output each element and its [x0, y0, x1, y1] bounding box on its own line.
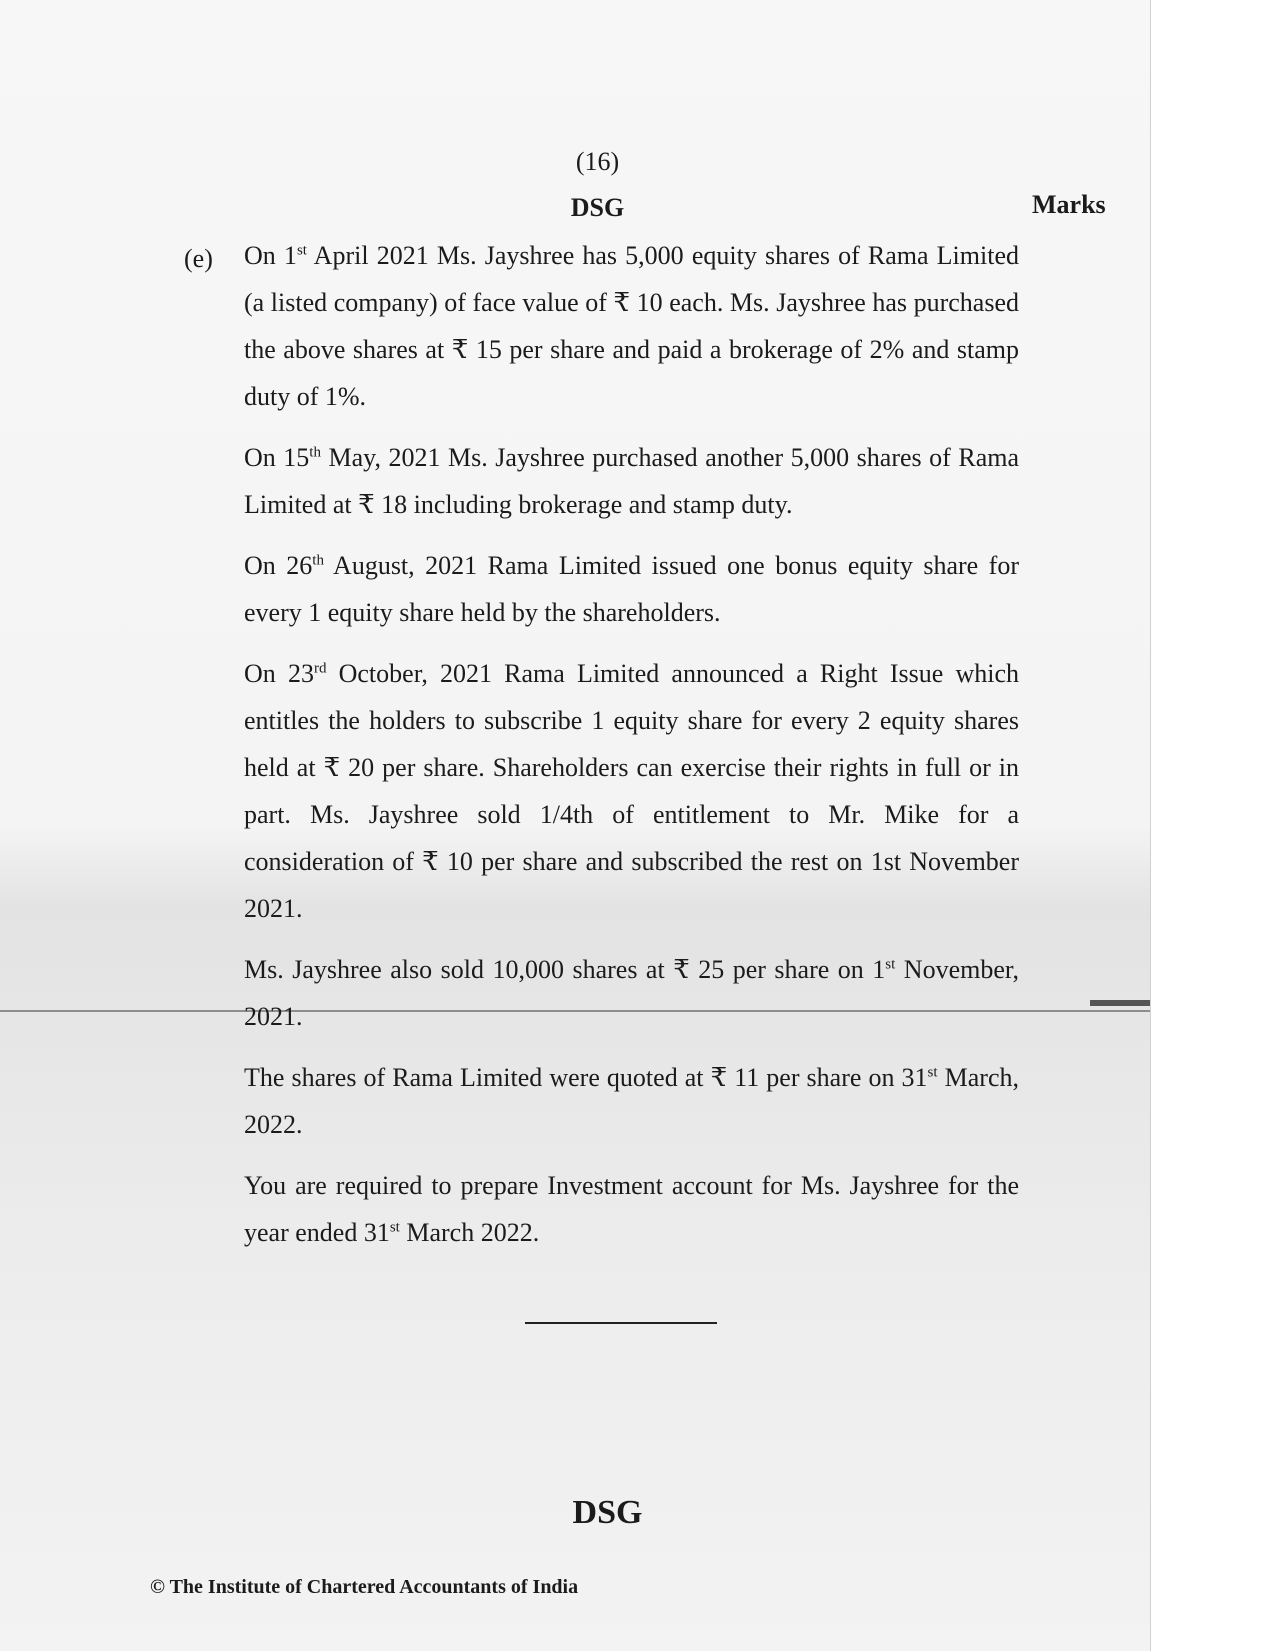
marks-column-label: Marks — [1032, 190, 1106, 219]
fold-mark — [1090, 1000, 1150, 1006]
question-paragraph: On 23rd October, 2021 Rama Limited announced a Right Issue which entitles the holders to subscribe 1 equity share for every 2 equity shares held at ₹ 20 per share. Shareholders can exercise their rights in full or in part. Ms. Jayshree sold 1/4th of entitlement to Mr. Mike for a consideration of ₹ 10 per share and subscribed the rest on 1st November 2021. — [244, 659, 1019, 923]
question-paragraph: On 15th May, 2021 Ms. Jayshree purchased another 5,000 shares of Rama Limited at ₹ 18 including brokerage and stamp duty. — [244, 443, 1019, 519]
page-number: (16) — [575, 147, 620, 176]
end-of-question-rule — [525, 1322, 717, 1324]
question-paragraph: On 1st April 2021 Ms. Jayshree has 5,000 equity shares of Rama Limited (a listed company) of face value of ₹ 10 each. Ms. Jayshree has purchased the above shares at ₹ 15 per share and paid a brokerage of 2% and stamp duty of 1%. — [244, 241, 1019, 411]
question-paragraph: You are required to prepare Investment account for Ms. Jayshree for the year ended 31st March 2022. — [244, 1171, 1019, 1247]
copyright-notice: © The Institute of Chartered Accountants of India — [150, 1576, 579, 1598]
paper-code-header: DSG — [570, 193, 625, 222]
question-paragraph: The shares of Rama Limited were quoted at ₹ 11 per share on 31st March, 2022. — [244, 1063, 1019, 1139]
question-label: (e) — [184, 244, 213, 273]
question-body — [244, 232, 1019, 1270]
paper-code-footer: DSG — [572, 1494, 643, 1531]
question-paragraph: On 26th August, 2021 Rama Limited issued one bonus equity share for every 1 equity share held by the shareholders. — [244, 551, 1020, 627]
question-paragraph: Ms. Jayshree also sold 10,000 shares at ₹ 25 per share on 1st November, 2021. — [244, 955, 1019, 1031]
page-edge — [1150, 0, 1275, 1651]
